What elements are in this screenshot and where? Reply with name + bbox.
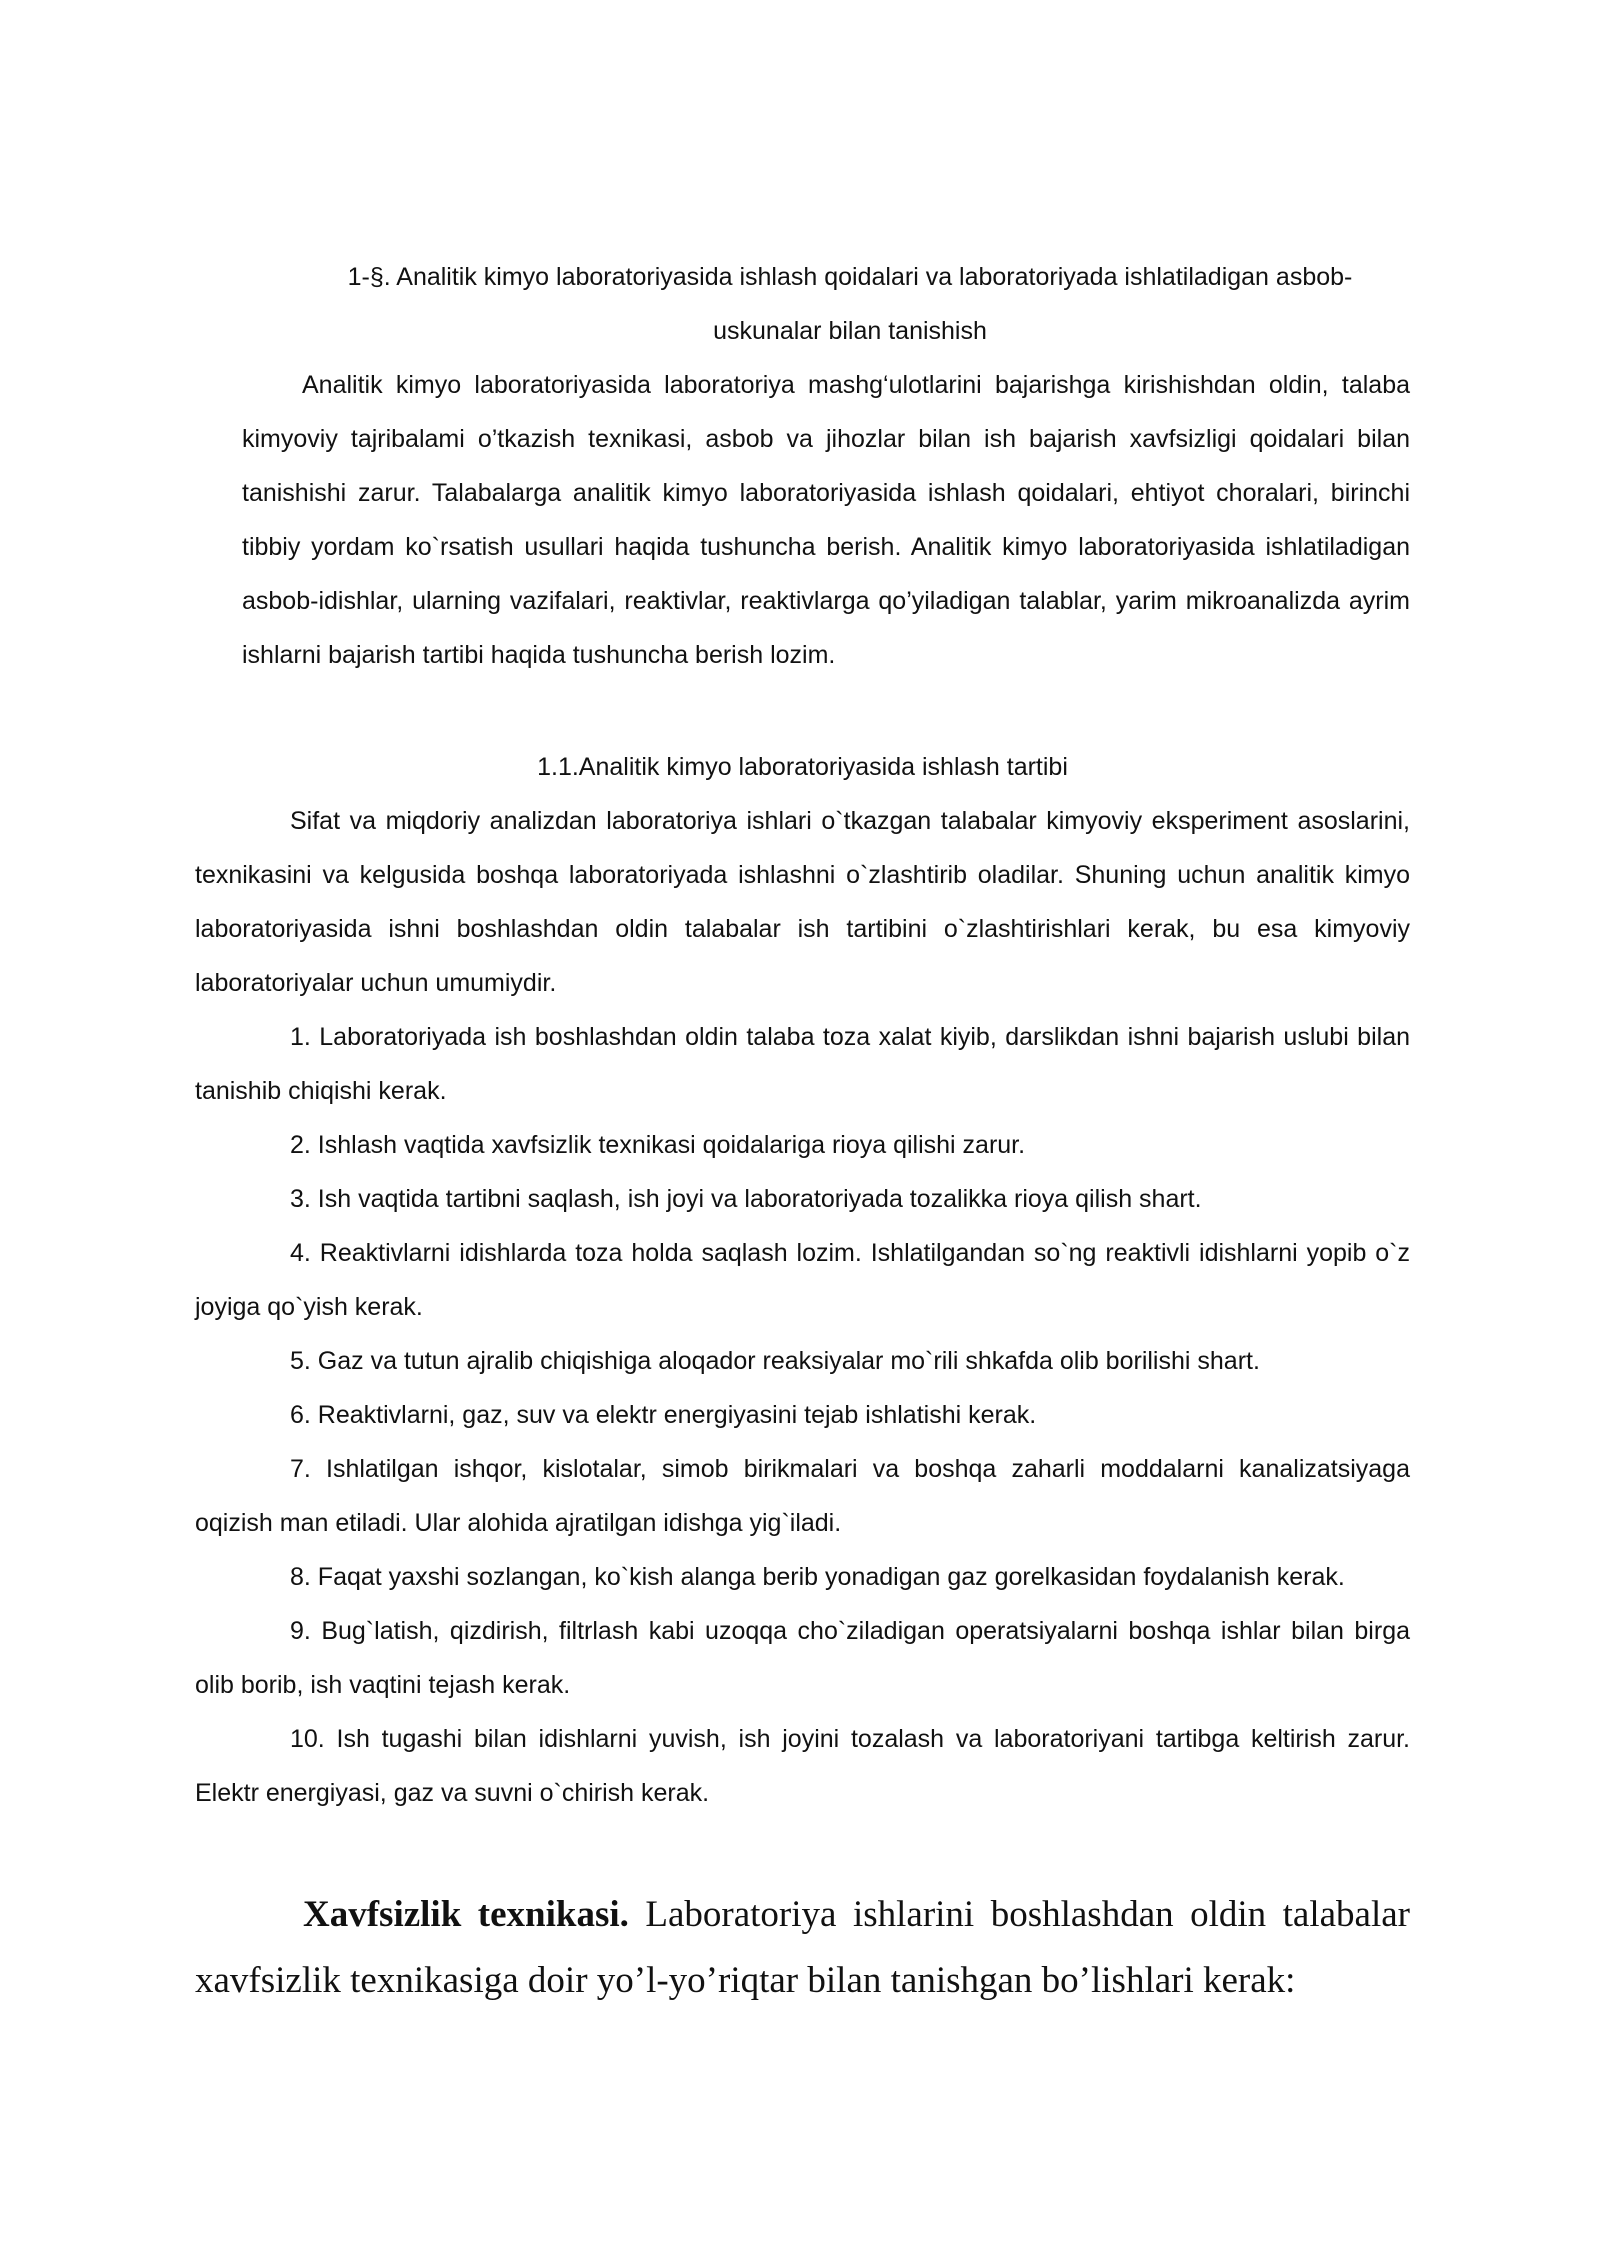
rule-item-9: 9. Bug`latish, qizdirish, filtrlash kabi uzoqqa cho`ziladigan operatsiyalarni boshqa ishlar bilan birga olib borib, ish vaqtini tejash kerak.	[195, 1617, 1410, 1699]
rule-item-1: 1. Laboratoriyada ish boshlashdan oldin talaba toza xalat kiyib, darslikdan ishni bajarish uslubi bilan tanishib chiqishi kerak.	[195, 1023, 1410, 1105]
body-intro-paragraph: Sifat va miqdoriy analizdan laboratoriya ishlari o`tkazgan talabalar kimyoviy eksperiment asoslarini, texnikasini va kelgusida boshqa laboratoriyada ishlashni o`zlashtirib oladilar. Shuning uchun analitik kimyo laboratoriyasida ishni boshlashdan oldin talabalar ish tartibini o`zlashtirishlari kerak, bu esa kimyoviy laboratoriyalar uchun umumiydir.	[195, 807, 1410, 997]
intro-paragraph	[242, 358, 1410, 682]
section-heading-line-1: 1-§. Analitik kimyo laboratoriyasida ishlash qoidalari va laboratoriyada ishlatiladigan asbob-	[347, 263, 1353, 291]
safety-text: Laboratoriya ishlarini boshlashdan oldin talabalar xavfsizlik texnikasiga doir yo’l-yo’riqtar bilan tanishgan bo’lishlari kerak:	[195, 1894, 1411, 2001]
rule-item-7: 7. Ishlatilgan ishqor, kislotalar, simob birikmalari va boshqa zaharli moddalarni kanalizatsiyaga oqizish man etiladi. Ular alohida ajratilgan idishga yig`iladi.	[195, 1455, 1410, 1537]
rule-item-10: 10. Ish tugashi bilan idishlarni yuvish, ish joyini tozalash va laboratoriyani tartibga keltirish zarur. Elektr energiyasi, gaz va suvni o`chirish kerak.	[195, 1725, 1410, 1807]
intro-text: Analitik kimyo laboratoriyasida laboratoriya mashg‘ulotlarini bajarishga kirishishdan oldin, talaba kimyoviy tajribalami o’tkazish texnikasi, asbob va jihozlar bilan ish bajarish xavfsizligi qoidalari bilan tanishishi zarur. Talabalarga analitik kimyo laboratoriyasida ishlash qoidalari, ehtiyot choralari, birinchi tibbiy yordam ko`rsatish usullari haqida tushuncha berish. Analitik kimyo laboratoriyasida ishlatiladigan asbob-idishlar, ularning vazifalari, reaktivlar, reaktivlarga qo’yiladigan talablar, yarim mikroanalizda ayrim ishlarni bajarish tartibi haqida tushuncha berish lozim.	[242, 371, 1410, 669]
rule-item-2: 2. Ishlash vaqtida xavfsizlik texnikasi qoidalariga rioya qilishi zarur.	[290, 1131, 1026, 1159]
rule-item-5: 5. Gaz va tutun ajralib chiqishiga aloqador reaksiyalar mo`rili shkafda olib borilishi shart.	[290, 1347, 1260, 1375]
safety-title: Xavfsizlik texnikasi.	[303, 1894, 629, 1935]
safety-paragraph	[195, 1882, 1410, 2014]
rules-body	[195, 794, 1410, 1820]
section-heading-line-2: uskunalar bilan tanishish	[713, 317, 987, 345]
rule-item-6: 6. Reaktivlarni, gaz, suv va elektr energiyasini tejab ishlatishi kerak.	[290, 1401, 1037, 1429]
rule-item-4: 4. Reaktivlarni idishlarda toza holda saqlash lozim. Ishlatilgandan so`ng reaktivli idishlarni yopib o`z joyiga qo`yish kerak.	[195, 1239, 1410, 1321]
subsection-heading: 1.1.Analitik kimyo laboratoriyasida ishlash tartibi	[537, 753, 1068, 781]
rule-item-3: 3. Ish vaqtida tartibni saqlash, ish joyi va laboratoriyada tozalikka rioya qilish shart.	[290, 1185, 1202, 1213]
section-heading	[290, 250, 1410, 358]
rule-item-8: 8. Faqat yaxshi sozlangan, ko`kish alanga berib yonadigan gaz gorelkasidan foydalanish kerak.	[290, 1563, 1345, 1591]
